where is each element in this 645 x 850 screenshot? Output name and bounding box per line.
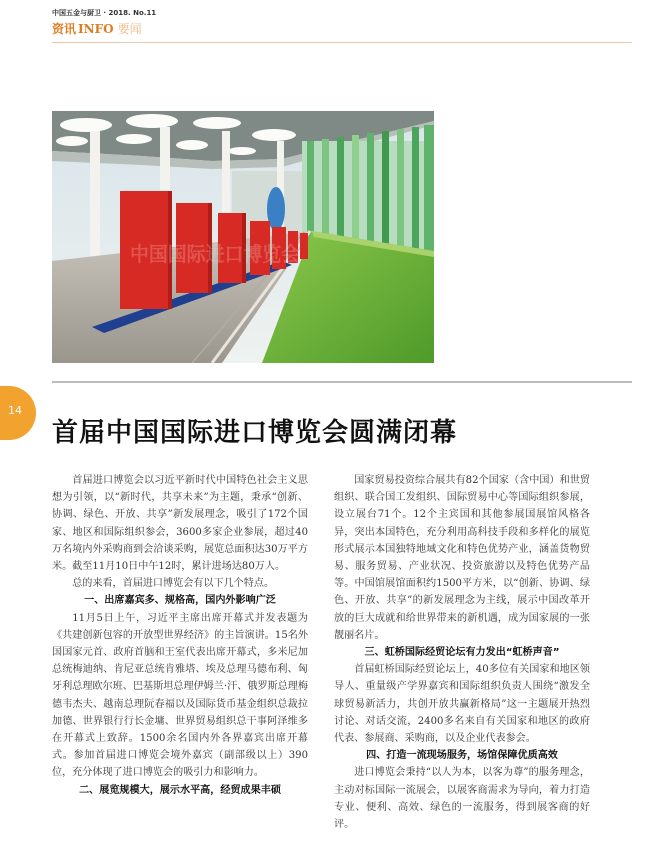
article-column-left <box>52 472 308 799</box>
expo-photo-illustration <box>52 111 434 363</box>
expo-sign-text: 中国国际进口博览会 <box>130 242 300 266</box>
header-divider <box>52 42 632 43</box>
paragraph: 国家贸易投资综合展共有82个国家（含中国）和世贸组织、联合国工发组织、国际贸易中心等国际组织参展，设立展台71个。12个主宾国和其他参展国展馆风格各异，突出本国特色，充分利用高科技手段和多样化的展览形式展示本国独特地域文化和特色优势产业，涵盖货物贸易、服务贸易、产业状况、投资旅游以及特色优势产品等。中国馆展馆面积约1500平方米，以“创新、协调、绿色、开放、共享”的新发展理念为主线，展示中国改革开放的巨大成就和给世界带来的新机遇，成为国家展的一张靓丽名片。 <box>334 475 590 641</box>
section-heading: 二、展览规模大，展示水平高，经贸成果丰硕 <box>79 784 281 796</box>
page-number: 14 <box>8 404 22 417</box>
paragraph: 首届进口博览会以习近平新时代中国特色社会主义思想为引领，以“新时代，共享未来”为主题，秉承“创新、协调、绿色、开放、共享”新发展理念，吸引了172个国家、地区和国际组织参会，3600多家企业参展，超过40万名境内外采购商到会洽谈采购，展览总面积达30万平方米。截至11月10日中午12时，累计进场达80万人。 <box>52 475 308 573</box>
article-title: 首届中国国际进口博览会圆满闭幕 <box>52 418 458 448</box>
section-label <box>52 21 632 37</box>
section-sub: 要闻 <box>117 22 142 36</box>
page-header <box>52 8 632 37</box>
paragraph: 11月5日上午，习近平主席出席开幕式并发表题为《共建创新包容的开放型世界经济》的主旨演讲。15名外国国家元首、政府首脑和王室代表出席开幕式，多米尼加总统梅迪纳、肯尼亚总统肯雅塔、埃及总理马德布利、匈牙利总理欧尔班、巴基斯坦总理伊姆兰·汗、俄罗斯总理梅德韦杰夫、越南总理阮春福以及国际货币基金组织总裁拉加德、世界银行行长金墉、世界贸易组织总干事阿泽维多在开幕式上致辞。1500余名国内外各界嘉宾出席开幕式。参加首届进口博览会境外嘉宾（副部级以上）390位，充分体现了进口博览会的吸引力和影响力。 <box>52 612 308 779</box>
headline-divider <box>52 381 632 383</box>
section-en: INFO <box>78 22 114 36</box>
section-heading: 一、出席嘉宾多、规格高，国内外影响广泛 <box>84 595 276 607</box>
article-column-right <box>334 472 590 833</box>
paragraph: 总的来看，首届进口博览会有以下几个特点。 <box>72 578 275 590</box>
section-heading: 三、虹桥国际经贸论坛有力发出“虹桥声音” <box>364 647 560 659</box>
expo-photo <box>52 111 434 363</box>
magazine-issue: 中国五金与厨卫 · 2018. No.11 <box>52 9 157 17</box>
paragraph: 首届虹桥国际经贸论坛上，40多位有关国家和地区领导人、重量级产学界嘉宾和国际组织负责人围绕“激发全球贸易新活力，共创开放共赢新格局”这一主题展开热烈讨论、对话交流，2400多名来自有关国家和地区的政府代表、参展商、采购商，以及企业代表参会。 <box>334 664 590 745</box>
section-heading: 四、打造一流现场服务，场馆保障优质高效 <box>366 750 558 762</box>
section-zh: 资讯 <box>52 22 77 36</box>
paragraph: 进口博览会秉持“以人为本，以客为尊”的服务理念，主动对标国际一流展会，以展客商需求为导向，着力打造专业、便利、高效、绿色的一流服务，得到展客商的好评。 <box>334 767 590 831</box>
